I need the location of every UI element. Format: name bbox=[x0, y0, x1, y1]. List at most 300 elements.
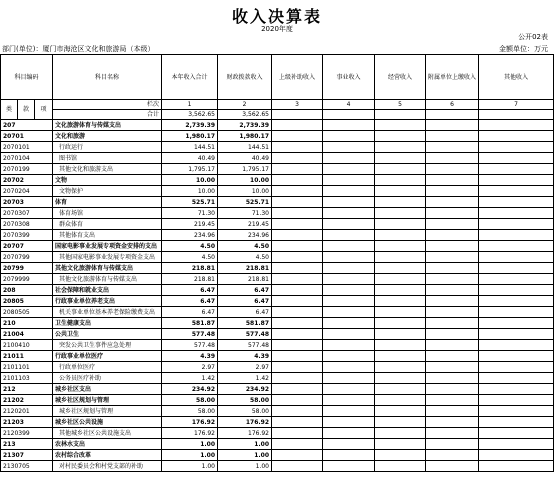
row-operating bbox=[375, 395, 426, 406]
row-subordinate bbox=[426, 153, 479, 164]
header-lei: 类 bbox=[1, 100, 18, 120]
row-upper bbox=[272, 428, 323, 439]
row-code: 21011 bbox=[1, 351, 53, 362]
row-operating bbox=[375, 197, 426, 208]
row-upper bbox=[272, 285, 323, 296]
header-code: 科目编码 bbox=[1, 55, 53, 100]
table-row bbox=[1, 296, 554, 307]
row-fiscal: 1.42 bbox=[218, 373, 272, 384]
table-row bbox=[1, 153, 554, 164]
row-total: 6.47 bbox=[162, 285, 218, 296]
row-fiscal: 176.92 bbox=[218, 428, 272, 439]
row-business bbox=[323, 164, 375, 175]
row-subordinate bbox=[426, 164, 479, 175]
row-other bbox=[479, 175, 554, 186]
row-code: 2120399 bbox=[1, 428, 53, 439]
table-row bbox=[1, 230, 554, 241]
row-other bbox=[479, 428, 554, 439]
row-name: 其他城乡社区公共设施支出 bbox=[53, 428, 162, 439]
row-fiscal: 1.00 bbox=[218, 450, 272, 461]
table-row bbox=[1, 131, 554, 142]
row-code: 2070307 bbox=[1, 208, 53, 219]
row-fiscal: 234.96 bbox=[218, 230, 272, 241]
row-name: 城乡社区规划与管理 bbox=[53, 406, 162, 417]
row-total: 1,795.17 bbox=[162, 164, 218, 175]
row-operating bbox=[375, 296, 426, 307]
row-total: 71.30 bbox=[162, 208, 218, 219]
row-code: 21004 bbox=[1, 329, 53, 340]
row-total: 176.92 bbox=[162, 417, 218, 428]
row-code: 208 bbox=[1, 285, 53, 296]
row-subordinate bbox=[426, 417, 479, 428]
row-name: 行政运行 bbox=[53, 142, 162, 153]
table-row bbox=[1, 351, 554, 362]
row-total: 577.48 bbox=[162, 329, 218, 340]
row-upper bbox=[272, 329, 323, 340]
table-row bbox=[1, 208, 554, 219]
row-total: 219.45 bbox=[162, 219, 218, 230]
row-business bbox=[323, 307, 375, 318]
row-subordinate bbox=[426, 329, 479, 340]
row-subordinate bbox=[426, 175, 479, 186]
row-business bbox=[323, 120, 375, 131]
table-row bbox=[1, 417, 554, 428]
row-operating bbox=[375, 329, 426, 340]
table-row bbox=[1, 120, 554, 131]
row-name: 农林水支出 bbox=[53, 439, 162, 450]
row-name: 文物 bbox=[53, 175, 162, 186]
row-other bbox=[479, 274, 554, 285]
row-code: 21202 bbox=[1, 395, 53, 406]
row-other bbox=[479, 241, 554, 252]
row-total: 10.00 bbox=[162, 186, 218, 197]
header-business: 事业收入 bbox=[323, 55, 375, 100]
row-fiscal: 1.00 bbox=[218, 439, 272, 450]
row-upper bbox=[272, 417, 323, 428]
row-code: 2080505 bbox=[1, 307, 53, 318]
row-subordinate bbox=[426, 395, 479, 406]
row-subordinate bbox=[426, 241, 479, 252]
row-operating bbox=[375, 219, 426, 230]
table-row bbox=[1, 318, 554, 329]
row-operating bbox=[375, 417, 426, 428]
row-other bbox=[479, 252, 554, 263]
row-operating bbox=[375, 164, 426, 175]
row-other bbox=[479, 285, 554, 296]
header-xiang: 项 bbox=[35, 100, 53, 120]
row-other bbox=[479, 197, 554, 208]
row-other bbox=[479, 318, 554, 329]
row-fiscal: 2,739.39 bbox=[218, 120, 272, 131]
row-name: 城乡社区公共设施 bbox=[53, 417, 162, 428]
row-upper bbox=[272, 241, 323, 252]
row-business bbox=[323, 153, 375, 164]
row-business bbox=[323, 219, 375, 230]
row-name: 行政事业单位养老支出 bbox=[53, 296, 162, 307]
row-subordinate bbox=[426, 219, 479, 230]
row-subordinate bbox=[426, 263, 479, 274]
row-name: 行政事业单位医疗 bbox=[53, 351, 162, 362]
row-total: 218.81 bbox=[162, 263, 218, 274]
row-code: 2100410 bbox=[1, 340, 53, 351]
row-other bbox=[479, 230, 554, 241]
row-subordinate bbox=[426, 252, 479, 263]
row-name: 其他文化和旅游支出 bbox=[53, 164, 162, 175]
header-operating: 经营收入 bbox=[375, 55, 426, 100]
row-fiscal: 581.87 bbox=[218, 318, 272, 329]
row-operating bbox=[375, 428, 426, 439]
table-row bbox=[1, 219, 554, 230]
table-row bbox=[1, 285, 554, 296]
row-total: 6.47 bbox=[162, 307, 218, 318]
row-upper bbox=[272, 153, 323, 164]
row-subordinate bbox=[426, 373, 479, 384]
header-kuan: 款 bbox=[18, 100, 35, 120]
row-subordinate bbox=[426, 351, 479, 362]
row-business bbox=[323, 461, 375, 472]
row-code: 213 bbox=[1, 439, 53, 450]
row-upper bbox=[272, 175, 323, 186]
row-upper bbox=[272, 373, 323, 384]
row-other bbox=[479, 131, 554, 142]
row-code: 2079999 bbox=[1, 274, 53, 285]
row-operating bbox=[375, 153, 426, 164]
table-row bbox=[1, 175, 554, 186]
table-row bbox=[1, 186, 554, 197]
row-name: 其他体育支出 bbox=[53, 230, 162, 241]
row-fiscal: 2.97 bbox=[218, 362, 272, 373]
row-upper bbox=[272, 318, 323, 329]
row-name: 城乡社区规划与管理 bbox=[53, 395, 162, 406]
row-code: 20799 bbox=[1, 263, 53, 274]
row-total: 581.87 bbox=[162, 318, 218, 329]
row-total: 40.49 bbox=[162, 153, 218, 164]
row-other bbox=[479, 340, 554, 351]
row-operating bbox=[375, 439, 426, 450]
row-other bbox=[479, 384, 554, 395]
row-operating bbox=[375, 252, 426, 263]
row-upper bbox=[272, 131, 323, 142]
row-subordinate bbox=[426, 120, 479, 131]
row-name: 国家电影事业发展专项资金安排的支出 bbox=[53, 241, 162, 252]
header-name: 科目名称 bbox=[53, 55, 162, 100]
row-business bbox=[323, 186, 375, 197]
row-business bbox=[323, 131, 375, 142]
row-business bbox=[323, 340, 375, 351]
row-other bbox=[479, 186, 554, 197]
row-name: 社会保障和就业支出 bbox=[53, 285, 162, 296]
row-code: 2070101 bbox=[1, 142, 53, 153]
row-operating bbox=[375, 230, 426, 241]
row-fiscal: 4.50 bbox=[218, 252, 272, 263]
row-business bbox=[323, 274, 375, 285]
row-business bbox=[323, 318, 375, 329]
row-other bbox=[479, 439, 554, 450]
row-business bbox=[323, 142, 375, 153]
row-upper bbox=[272, 274, 323, 285]
row-fiscal: 58.00 bbox=[218, 406, 272, 417]
row-business bbox=[323, 439, 375, 450]
row-upper bbox=[272, 362, 323, 373]
row-total: 2,739.39 bbox=[162, 120, 218, 131]
row-fiscal: 1.00 bbox=[218, 461, 272, 472]
table-row bbox=[1, 307, 554, 318]
row-name: 行政单位医疗 bbox=[53, 362, 162, 373]
row-upper bbox=[272, 450, 323, 461]
row-total: 234.92 bbox=[162, 384, 218, 395]
row-subordinate bbox=[426, 450, 479, 461]
row-operating bbox=[375, 186, 426, 197]
row-upper bbox=[272, 296, 323, 307]
row-total: 577.48 bbox=[162, 340, 218, 351]
row-code: 2070204 bbox=[1, 186, 53, 197]
row-fiscal: 219.45 bbox=[218, 219, 272, 230]
row-fiscal: 6.47 bbox=[218, 296, 272, 307]
row-business bbox=[323, 285, 375, 296]
table-row bbox=[1, 142, 554, 153]
row-total: 234.96 bbox=[162, 230, 218, 241]
row-total: 1.00 bbox=[162, 450, 218, 461]
row-other bbox=[479, 362, 554, 373]
row-name: 体育场馆 bbox=[53, 208, 162, 219]
row-upper bbox=[272, 142, 323, 153]
row-subordinate bbox=[426, 406, 479, 417]
row-code: 210 bbox=[1, 318, 53, 329]
row-fiscal: 577.48 bbox=[218, 329, 272, 340]
col-num: 2 bbox=[218, 100, 272, 110]
row-business bbox=[323, 241, 375, 252]
row-name: 文物保护 bbox=[53, 186, 162, 197]
row-total: 1.00 bbox=[162, 439, 218, 450]
row-code: 2070104 bbox=[1, 153, 53, 164]
row-fiscal: 40.49 bbox=[218, 153, 272, 164]
sum-fiscal: 3,562.65 bbox=[218, 110, 272, 120]
row-business bbox=[323, 373, 375, 384]
row-fiscal: 144.51 bbox=[218, 142, 272, 153]
row-upper bbox=[272, 219, 323, 230]
row-subordinate bbox=[426, 362, 479, 373]
row-code: 2070399 bbox=[1, 230, 53, 241]
row-business bbox=[323, 230, 375, 241]
row-business bbox=[323, 406, 375, 417]
row-name: 群众体育 bbox=[53, 219, 162, 230]
row-upper bbox=[272, 439, 323, 450]
row-other bbox=[479, 417, 554, 428]
row-name: 卫生健康支出 bbox=[53, 318, 162, 329]
row-other bbox=[479, 164, 554, 175]
row-operating bbox=[375, 208, 426, 219]
row-other bbox=[479, 461, 554, 472]
table-row bbox=[1, 373, 554, 384]
row-name: 对村民委员会和村党支部的补助 bbox=[53, 461, 162, 472]
row-operating bbox=[375, 307, 426, 318]
table-body bbox=[1, 120, 554, 472]
row-other bbox=[479, 142, 554, 153]
row-fiscal: 10.00 bbox=[218, 186, 272, 197]
row-business bbox=[323, 197, 375, 208]
header-total: 本年收入合计 bbox=[162, 55, 218, 100]
row-name: 其他文化旅游体育与传媒支出 bbox=[53, 263, 162, 274]
row-code: 207 bbox=[1, 120, 53, 131]
row-operating bbox=[375, 406, 426, 417]
row-fiscal: 176.92 bbox=[218, 417, 272, 428]
row-total: 58.00 bbox=[162, 395, 218, 406]
row-upper bbox=[272, 395, 323, 406]
row-total: 4.50 bbox=[162, 241, 218, 252]
header-upper: 上级补助收入 bbox=[272, 55, 323, 100]
row-business bbox=[323, 395, 375, 406]
row-code: 21307 bbox=[1, 450, 53, 461]
col-label: 栏次 bbox=[53, 100, 162, 110]
row-operating bbox=[375, 263, 426, 274]
row-code: 20707 bbox=[1, 241, 53, 252]
row-fiscal: 525.71 bbox=[218, 197, 272, 208]
col-num: 3 bbox=[272, 100, 323, 110]
sum-total: 3,562.65 bbox=[162, 110, 218, 120]
row-operating bbox=[375, 285, 426, 296]
table-row bbox=[1, 252, 554, 263]
table-row bbox=[1, 406, 554, 417]
report-title: 收入决算表 bbox=[231, 7, 322, 26]
row-fiscal: 4.50 bbox=[218, 241, 272, 252]
table-row bbox=[1, 329, 554, 340]
row-other bbox=[479, 120, 554, 131]
row-business bbox=[323, 329, 375, 340]
row-fiscal: 218.81 bbox=[218, 263, 272, 274]
row-total: 1,980.17 bbox=[162, 131, 218, 142]
table-row bbox=[1, 384, 554, 395]
row-operating bbox=[375, 373, 426, 384]
row-code: 2070199 bbox=[1, 164, 53, 175]
row-fiscal: 218.81 bbox=[218, 274, 272, 285]
table-row bbox=[1, 164, 554, 175]
sum-label: 合计 bbox=[53, 110, 162, 120]
row-upper bbox=[272, 252, 323, 263]
row-other bbox=[479, 296, 554, 307]
row-name: 其他文化旅游体育与传媒支出 bbox=[53, 274, 162, 285]
row-name: 公共卫生 bbox=[53, 329, 162, 340]
row-total: 144.51 bbox=[162, 142, 218, 153]
row-business bbox=[323, 351, 375, 362]
row-upper bbox=[272, 197, 323, 208]
table-row bbox=[1, 395, 554, 406]
row-code: 2130705 bbox=[1, 461, 53, 472]
form-number: 公开02表 bbox=[518, 33, 548, 41]
row-business bbox=[323, 296, 375, 307]
row-operating bbox=[375, 461, 426, 472]
row-fiscal: 71.30 bbox=[218, 208, 272, 219]
row-other bbox=[479, 406, 554, 417]
row-code: 212 bbox=[1, 384, 53, 395]
row-other bbox=[479, 351, 554, 362]
row-business bbox=[323, 175, 375, 186]
row-upper bbox=[272, 120, 323, 131]
row-fiscal: 4.39 bbox=[218, 351, 272, 362]
report-year: 2020年度 bbox=[261, 25, 293, 33]
row-code: 2101101 bbox=[1, 362, 53, 373]
row-operating bbox=[375, 318, 426, 329]
row-upper bbox=[272, 461, 323, 472]
row-code: 20702 bbox=[1, 175, 53, 186]
row-fiscal: 1,980.17 bbox=[218, 131, 272, 142]
income-table bbox=[0, 54, 554, 472]
row-business bbox=[323, 428, 375, 439]
row-total: 176.92 bbox=[162, 428, 218, 439]
row-name: 机关事业单位基本养老保险缴费支出 bbox=[53, 307, 162, 318]
row-code: 20703 bbox=[1, 197, 53, 208]
row-fiscal: 234.92 bbox=[218, 384, 272, 395]
row-total: 4.50 bbox=[162, 252, 218, 263]
row-subordinate bbox=[426, 186, 479, 197]
row-code: 2120201 bbox=[1, 406, 53, 417]
row-operating bbox=[375, 340, 426, 351]
row-other bbox=[479, 307, 554, 318]
row-name: 体育 bbox=[53, 197, 162, 208]
row-upper bbox=[272, 263, 323, 274]
row-total: 525.71 bbox=[162, 197, 218, 208]
row-upper bbox=[272, 307, 323, 318]
row-fiscal: 10.00 bbox=[218, 175, 272, 186]
row-name: 突发公共卫生事件应急处理 bbox=[53, 340, 162, 351]
row-fiscal: 6.47 bbox=[218, 307, 272, 318]
row-total: 2.97 bbox=[162, 362, 218, 373]
row-other bbox=[479, 450, 554, 461]
row-business bbox=[323, 362, 375, 373]
row-business bbox=[323, 208, 375, 219]
row-subordinate bbox=[426, 131, 479, 142]
row-subordinate bbox=[426, 142, 479, 153]
col-num: 6 bbox=[426, 100, 479, 110]
row-name: 农村综合改革 bbox=[53, 450, 162, 461]
row-subordinate bbox=[426, 461, 479, 472]
row-name: 公务员医疗补助 bbox=[53, 373, 162, 384]
col-num: 4 bbox=[323, 100, 375, 110]
table-row bbox=[1, 461, 554, 472]
row-operating bbox=[375, 274, 426, 285]
row-upper bbox=[272, 340, 323, 351]
table-row bbox=[1, 274, 554, 285]
header-other: 其他收入 bbox=[479, 55, 554, 100]
row-other bbox=[479, 153, 554, 164]
row-subordinate bbox=[426, 318, 479, 329]
row-upper bbox=[272, 230, 323, 241]
row-other bbox=[479, 373, 554, 384]
row-business bbox=[323, 263, 375, 274]
row-operating bbox=[375, 175, 426, 186]
row-total: 58.00 bbox=[162, 406, 218, 417]
row-subordinate bbox=[426, 208, 479, 219]
row-subordinate bbox=[426, 384, 479, 395]
row-subordinate bbox=[426, 230, 479, 241]
row-name: 其他国家电影事业发展专项资金支出 bbox=[53, 252, 162, 263]
row-name: 文化和旅游 bbox=[53, 131, 162, 142]
row-code: 2070308 bbox=[1, 219, 53, 230]
row-upper bbox=[272, 208, 323, 219]
row-subordinate bbox=[426, 285, 479, 296]
row-code: 21203 bbox=[1, 417, 53, 428]
row-total: 218.81 bbox=[162, 274, 218, 285]
row-business bbox=[323, 384, 375, 395]
row-upper bbox=[272, 351, 323, 362]
row-operating bbox=[375, 131, 426, 142]
row-total: 4.39 bbox=[162, 351, 218, 362]
row-other bbox=[479, 395, 554, 406]
row-operating bbox=[375, 362, 426, 373]
row-total: 10.00 bbox=[162, 175, 218, 186]
row-operating bbox=[375, 120, 426, 131]
table-row bbox=[1, 340, 554, 351]
row-subordinate bbox=[426, 296, 479, 307]
